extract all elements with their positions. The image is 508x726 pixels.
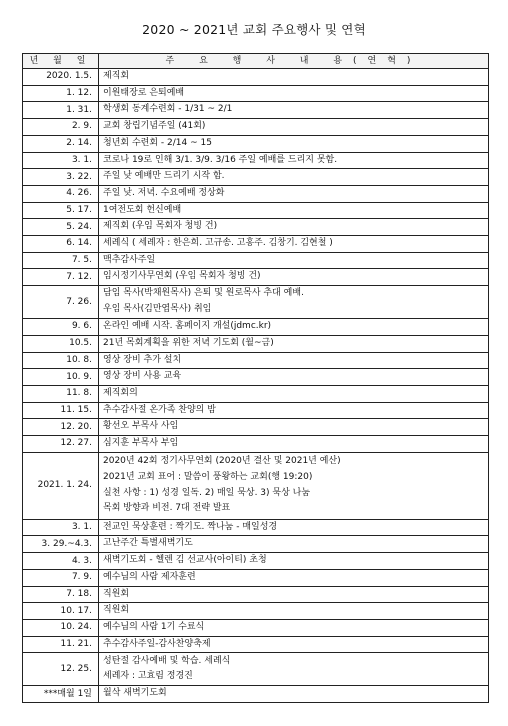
event-date: 2. 9. (23, 119, 99, 136)
event-description (99, 236, 489, 253)
event-description-line: 영상 장비 추가 설치 (103, 354, 182, 365)
event-description-line: 주일 낮 예배만 드리기 시작 함. (103, 171, 225, 182)
event-description-line: 21년 목회계획을 위한 저녁 기도회 (월~금) (103, 337, 274, 348)
table-row (23, 653, 489, 686)
event-date: 12. 25. (23, 653, 99, 686)
event-description (99, 553, 489, 570)
event-date: 7. 26. (23, 286, 99, 319)
content-column-header: 주 요 행 사 내 용(연혁) (99, 54, 489, 69)
table-row (23, 586, 489, 603)
event-date: 1. 31. (23, 102, 99, 119)
table-row (23, 536, 489, 553)
event-description (99, 536, 489, 553)
event-description-line: 세례식 ( 세례자 : 한은희. 고규송. 고홍주. 김창기. 김현철 ) (103, 238, 333, 249)
event-description-line: 2020년 42회 정기사무연회 (2020년 결산 및 2021년 예산) (103, 456, 341, 467)
event-description-line: 황선오 부목사 사임 (103, 421, 179, 432)
event-date: 2021. 1. 24. (23, 452, 99, 519)
events-table (22, 53, 489, 703)
table-row (23, 519, 489, 536)
event-date: 5. 24. (23, 219, 99, 236)
event-description (99, 519, 489, 536)
event-date: 11. 15. (23, 402, 99, 419)
table-row (23, 102, 489, 119)
page-title: 2020 ~ 2021년 교회 주요행사 및 연혁 (142, 22, 366, 37)
event-description-line: 제직회 (103, 71, 130, 81)
table-row (23, 252, 489, 269)
event-description (99, 402, 489, 419)
event-description (99, 102, 489, 119)
event-description-line: 청년회 수련회 - 2/14 ~ 15 (103, 137, 212, 148)
event-date: 3. 29.~4.3. (23, 536, 99, 553)
event-description (99, 419, 489, 436)
event-date: 5. 17. (23, 202, 99, 219)
event-description-line: 새벽기도회 - 헬렌 김 선교사(아이티) 초청 (103, 555, 267, 566)
event-description-line: 실천 사항 : 1) 성경 일독. 2) 매일 묵상. 3) 묵상 나눔 (103, 487, 311, 498)
event-description-line: 세례자 : 고효림 정경진 (103, 671, 193, 682)
event-date: 2020. 1.5. (23, 69, 99, 86)
event-description-line: 직원회 (103, 605, 130, 616)
event-description-line: 고난주간 특별새벽기도 (103, 538, 193, 549)
event-description-line: 성탄절 감사예배 및 학습. 세례식 (103, 655, 231, 666)
event-description-line: 직원회 (103, 588, 130, 599)
event-date: 11. 8. (23, 385, 99, 402)
table-header-row (23, 54, 489, 69)
event-description (99, 603, 489, 620)
event-description-line: 학생회 동계수련회 - 1/31 ~ 2/1 (103, 104, 233, 115)
event-description (99, 586, 489, 603)
event-date: 7. 18. (23, 586, 99, 603)
event-description-line: 코로나 19로 인해 3/1. 3/9. 3/16 주일 예배를 드리지 못함. (103, 154, 338, 165)
event-date: 1. 12. (23, 85, 99, 102)
table-row (23, 69, 489, 86)
table-row (23, 319, 489, 336)
event-description (99, 252, 489, 269)
table-row (23, 569, 489, 586)
event-date: ***매월 1일 (23, 686, 99, 703)
event-description (99, 436, 489, 453)
table-row (23, 686, 489, 703)
event-description-line: 영상 장비 사용 교육 (103, 371, 182, 382)
event-date: 10. 8. (23, 352, 99, 369)
table-row (23, 135, 489, 152)
table-body (23, 69, 489, 703)
table-row (23, 335, 489, 352)
event-description (99, 286, 489, 319)
event-date: 3. 1. (23, 152, 99, 169)
event-description (99, 319, 489, 336)
table-row (23, 202, 489, 219)
event-description (99, 135, 489, 152)
event-description (99, 152, 489, 169)
table-row (23, 402, 489, 419)
table-row (23, 436, 489, 453)
event-description (99, 619, 489, 636)
event-date: 10. 9. (23, 369, 99, 386)
event-description-line: 맥추감사주일 (103, 254, 156, 265)
event-date: 2. 14. (23, 135, 99, 152)
event-date: 10.5. (23, 335, 99, 352)
table-row (23, 169, 489, 186)
event-description (99, 385, 489, 402)
event-description (99, 219, 489, 236)
table-row (23, 619, 489, 636)
event-date: 7. 12. (23, 269, 99, 286)
event-description-line: 추수감사절 온가족 찬양의 밤 (103, 404, 216, 415)
event-description (99, 452, 489, 519)
event-date: 3. 22. (23, 169, 99, 186)
table-row (23, 286, 489, 319)
table-row (23, 603, 489, 620)
event-description-line: 1여전도회 헌신예배 (103, 204, 182, 215)
table-row (23, 352, 489, 369)
event-description-line: 추수감사주일-감사찬양축제 (103, 638, 211, 649)
event-description (99, 185, 489, 202)
event-description (99, 69, 489, 86)
event-date: 12. 20. (23, 419, 99, 436)
event-date: 7. 9. (23, 569, 99, 586)
event-description (99, 119, 489, 136)
date-column-header: 년 월 일 (23, 54, 99, 69)
event-description (99, 369, 489, 386)
table-row (23, 236, 489, 253)
event-description-line: 이원태장로 은퇴예배 (103, 87, 185, 98)
table-row (23, 452, 489, 519)
table-row (23, 419, 489, 436)
event-date: 12. 27. (23, 436, 99, 453)
table-row (23, 119, 489, 136)
event-description-line: 우임 목사(김만엽목사) 취임 (103, 304, 212, 315)
event-date: 9. 6. (23, 319, 99, 336)
event-date: 10. 24. (23, 619, 99, 636)
event-description-line: 심지훈 부목사 부임 (103, 438, 179, 449)
event-date: 4. 3. (23, 553, 99, 570)
event-date: 11. 21. (23, 636, 99, 653)
event-description-line: 담임 목사(박채원목사) 은퇴 및 원로목사 추대 예배. (103, 288, 304, 299)
event-date: 6. 14. (23, 236, 99, 253)
event-date: 3. 1. (23, 519, 99, 536)
table-row (23, 85, 489, 102)
event-description (99, 636, 489, 653)
table-row (23, 636, 489, 653)
event-description-line: 제직회의 (103, 387, 138, 398)
event-description-line: 교회 창립기념주일 (41회) (103, 121, 206, 132)
event-description-line: 임시정기사무연회 (우임 목회자 청빙 건) (103, 271, 261, 282)
event-description (99, 335, 489, 352)
table-row (23, 219, 489, 236)
event-description-line: 온라인 예배 시작. 홈페이지 개설(jdmc.kr) (103, 321, 272, 332)
event-description-line: 예수님의 사람 1기 수료식 (103, 621, 205, 632)
table-row (23, 269, 489, 286)
table-row (23, 152, 489, 169)
event-date: 10. 17. (23, 603, 99, 620)
event-description-line: 월삭 새벽기도회 (103, 688, 167, 699)
event-description (99, 569, 489, 586)
event-description (99, 653, 489, 686)
event-description-line: 목회 방향과 비전. 7대 전략 발표 (103, 503, 231, 514)
event-description-line: 예수님의 사람 제자훈련 (103, 571, 196, 582)
event-description (99, 202, 489, 219)
table-row (23, 553, 489, 570)
event-description (99, 169, 489, 186)
table-row (23, 369, 489, 386)
event-date: 4. 26. (23, 185, 99, 202)
table-row (23, 385, 489, 402)
event-description-line: 2021년 교회 표어 : 말씀이 풍왕하는 교회(행 19:20) (103, 472, 313, 483)
event-date: 7. 5. (23, 252, 99, 269)
event-description (99, 269, 489, 286)
event-description (99, 352, 489, 369)
event-description (99, 85, 489, 102)
event-description-line: 제직회 (우임 목회자 청빙 건) (103, 221, 218, 232)
table-row (23, 185, 489, 202)
event-description-line: 주일 낮. 저녁. 수요예배 정상화 (103, 187, 225, 198)
event-description-line: 전교인 묵상훈련 : 짝기도. 짝나눔 - 매일성경 (103, 521, 278, 532)
event-description (99, 686, 489, 703)
